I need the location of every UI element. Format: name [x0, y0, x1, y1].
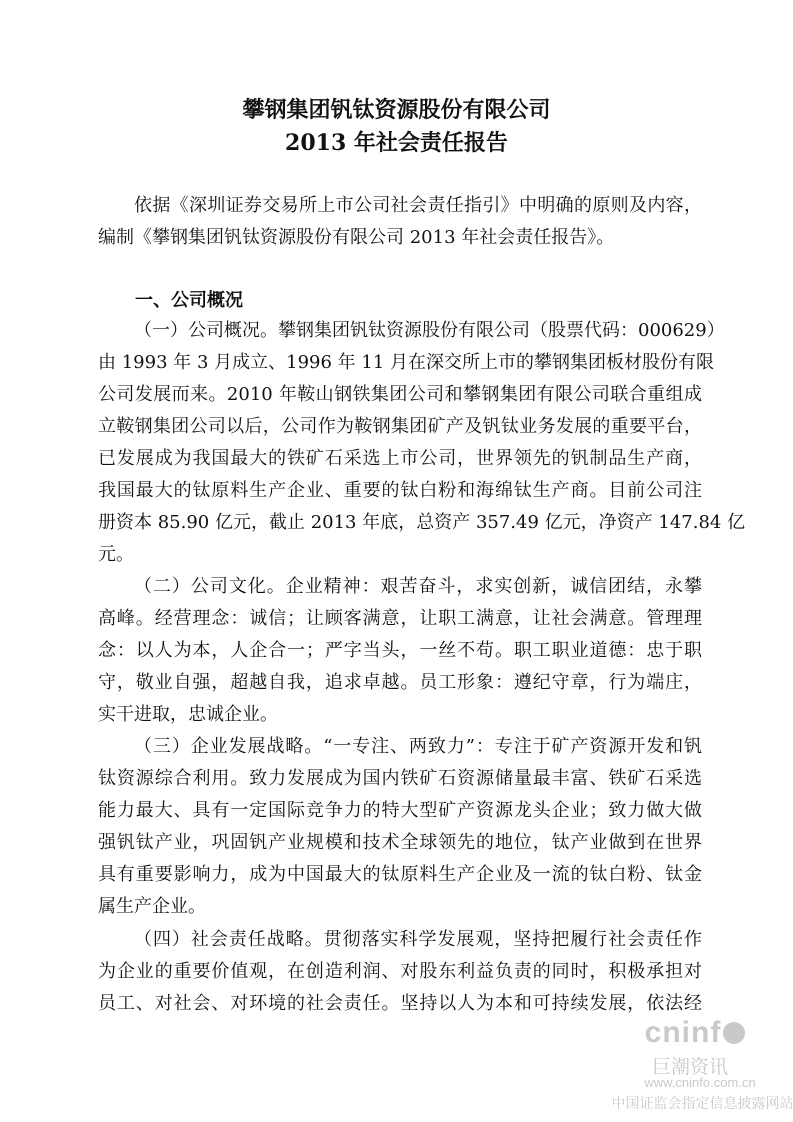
intro-paragraph — [98, 190, 702, 254]
paragraph-csr-strategy — [98, 924, 702, 1020]
text-line: 我国最大的钛原料生产企业、重要的钛白粉和海绵钛生产商。目前公司注 — [98, 480, 702, 501]
text-line: 已发展成为我国最大的铁矿石采选上市公司，世界领先的钒制品生产商， — [98, 448, 702, 469]
text-line: 编制《攀钢集团钒钛资源股份有限公司 2013 年社会责任报告》。 — [98, 227, 615, 248]
text-line: （一）公司概况。攀钢集团钒钛资源股份有限公司（股票代码：000629） — [134, 320, 725, 341]
report-title-year: 2013 年社会责任报告 — [285, 130, 508, 156]
text-line: 能力最大、具有一定国际竞争力的特大型矿产资源龙头企业；致力做大做 — [98, 800, 702, 821]
report-title-company: 攀钢集团钒钛资源股份有限公司 — [242, 97, 551, 123]
text-line: 为企业的重要价值观，在创造利润、对股东利益负责的同时，积极承担对 — [98, 961, 702, 982]
text-line: 高峰。经营理念：诚信；让顾客满意，让职工满意，让社会满意。管理理 — [98, 608, 702, 629]
cninfo-swirl-icon — [723, 1022, 745, 1044]
text-line: 钛资源综合利用。致力发展成为国内铁矿石资源储量最丰富、铁矿石采选 — [98, 768, 702, 789]
text-line: 册资本 85.90 亿元，截止 2013 年底，总资产 357.49 亿元，净资产 147.84 亿 — [98, 512, 746, 533]
cninfo-name: 巨潮资讯 — [651, 1057, 728, 1078]
text-line: 属生产企业。 — [98, 896, 206, 917]
text-line: （四）社会责任战略。贯彻落实科学发展观，坚持把履行社会责任作 — [134, 929, 702, 950]
paragraph-culture — [98, 571, 702, 731]
section-heading: 一、公司概况 — [135, 290, 243, 311]
cninfo-url: www.cninfo.com.cn — [644, 1075, 756, 1090]
cninfo-tagline: 中国证监会指定信息披露网站 — [611, 1095, 793, 1111]
text-line: 实干进取，忠诚企业。 — [98, 704, 278, 725]
text-line: 立鞍钢集团公司以后，公司作为鞍钢集团矿产及钒钛业务发展的重要平台， — [98, 416, 702, 437]
text-line: 员工、对社会、对环境的社会责任。坚持以人为本和可持续发展，依法经 — [98, 993, 702, 1014]
cninfo-logo: cninf — [640, 1016, 750, 1050]
text-line: 公司发展而来。2010 年鞍山钢铁集团公司和攀钢集团有限公司联合重组成 — [98, 384, 702, 405]
text-line: 元。 — [98, 544, 134, 565]
text-line: （二）公司文化。企业精神：艰苦奋斗，求实创新，诚信团结，永攀 — [134, 576, 702, 597]
paragraph-strategy — [98, 731, 702, 923]
text-line: 依据《深圳证券交易所上市公司社会责任指引》中明确的原则及内容， — [134, 195, 702, 216]
text-line: 念：以人为本，人企合一；严字当头，一丝不苟。职工职业道德：忠于职 — [98, 640, 702, 661]
text-line: 守，敬业自强，超越自我，追求卓越。员工形象：遵纪守章，行为端庄， — [98, 672, 702, 693]
text-line: 强钒钛产业，巩固钒产业规模和技术全球领先的地位，钛产业做到在世界 — [98, 832, 702, 853]
text-line: 具有重要影响力，成为中国最大的钛原料生产企业及一流的钛白粉、钛金 — [98, 864, 702, 885]
paragraph-overview — [98, 315, 746, 571]
text-line: （三）企业发展战略。“一专注、两致力”：专注于矿产资源开发和钒 — [134, 736, 702, 757]
text-line: 由 1993 年 3 月成立、1996 年 11 月在深交所上市的攀钢集团板材股份有限 — [98, 352, 715, 373]
